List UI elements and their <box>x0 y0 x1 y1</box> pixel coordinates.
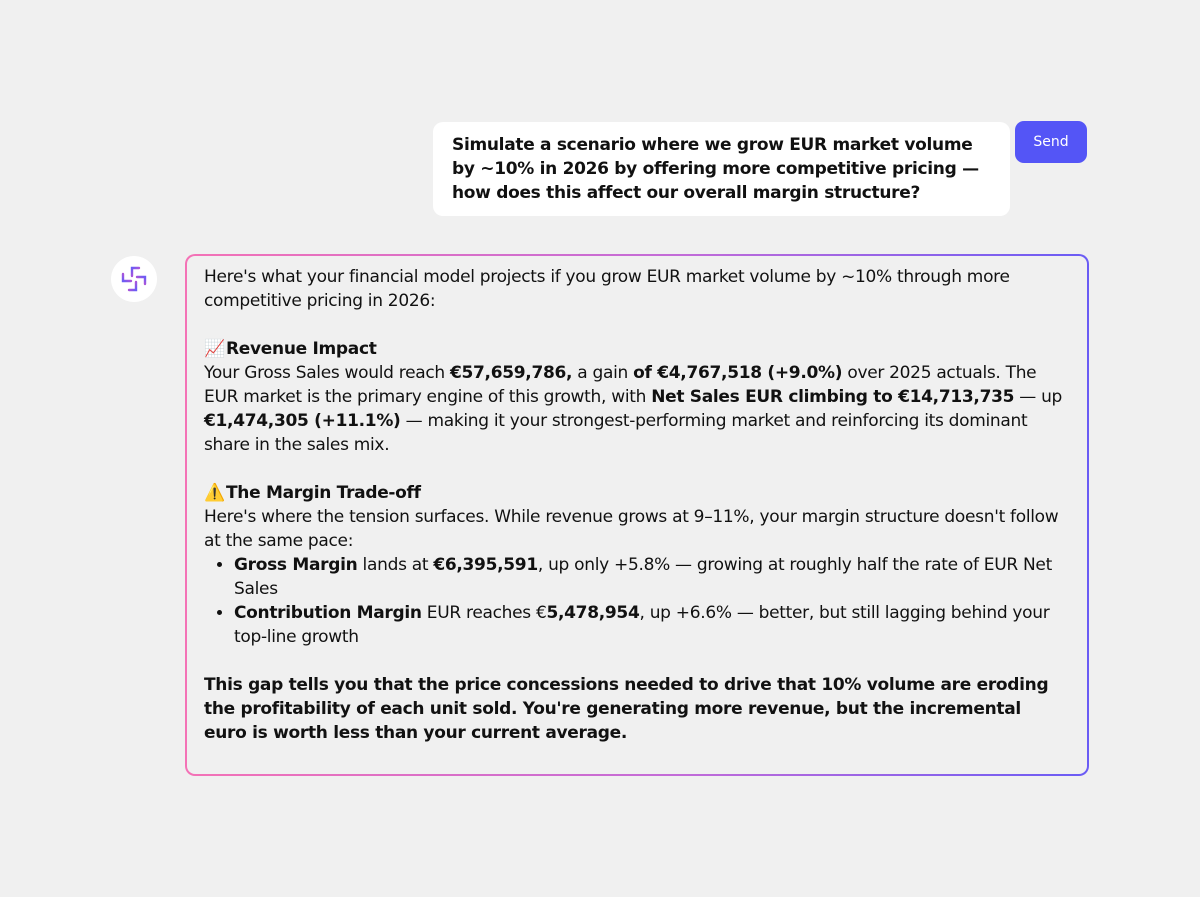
send-button[interactable]: Send <box>1015 121 1087 163</box>
margin-tradeoff-intro: Here's where the tension surfaces. While revenue grows at 9–11%, your margin structure doesn't follow at the same pace: <box>204 507 1059 551</box>
response-conclusion: This gap tells you that the price concessions needed to drive that 10% volume are eroding the profitability of each unit sold. You're generating more revenue, but the incremental euro is worth less than your current average. <box>204 675 1049 743</box>
chart-increasing-icon: 📈 <box>204 339 225 359</box>
user-message-bubble <box>433 122 1010 216</box>
revenue-impact-paragraph: Your Gross Sales would reach €57,659,786, a gain of €4,767,518 (+9.0%) over 2025 actuals. The EUR market is the primary engine of this growth, with Net Sales EUR climbing to €14,713,735 — up €1,474,305 (+11.1%) — making it your strongest-performing market and reinforcing its dominant share in the sales mix. <box>204 363 1063 455</box>
margin-tradeoff-heading <box>204 481 1067 505</box>
gross-margin-bullet: • Gross Margin lands at €6,395,591, up only +5.8% — growing at roughly half the rate of EUR Net Sales <box>234 553 1067 601</box>
assistant-response-card <box>187 256 1087 774</box>
margin-bullet-list <box>204 553 1067 649</box>
assistant-avatar <box>111 256 157 302</box>
net-sales-eur-value: Net Sales EUR climbing to €14,713,735 <box>651 387 1015 407</box>
gross-sales-value: €57,659,786, <box>449 363 573 383</box>
revenue-impact-heading <box>204 337 1067 361</box>
margin-tradeoff-title: The Margin Trade-off <box>226 483 421 503</box>
assistant-response-border <box>185 254 1089 776</box>
response-intro: Here's what your financial model projects if you grow EUR market volume by ~10% through more competitive pricing in 2026: <box>204 267 1010 311</box>
revenue-impact-title: Revenue Impact <box>226 339 377 359</box>
gross-sales-gain: of €4,767,518 (+9.0%) <box>633 363 843 383</box>
net-sales-eur-gain: €1,474,305 (+11.1%) <box>204 411 401 431</box>
pinwheel-logo-icon <box>120 265 148 293</box>
warning-icon: ⚠️ <box>204 483 225 503</box>
user-message-text: Simulate a scenario where we grow EUR market volume by ~10% in 2026 by offering more competitive pricing — how does this affect our overall margin structure? <box>452 135 979 203</box>
contribution-margin-bullet: • Contribution Margin EUR reaches €5,478,954, up +6.6% — better, but still lagging behind your top-line growth <box>234 601 1067 649</box>
